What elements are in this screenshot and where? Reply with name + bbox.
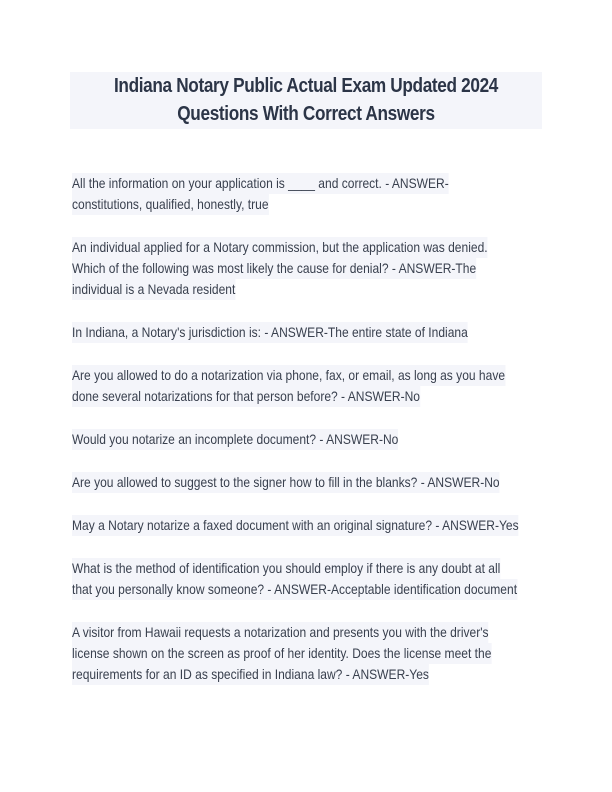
qa-line: In Indiana, a Notary's jurisdiction is: - ANSWER-The entire state of Indiana [72,322,468,343]
qa-line: An individual applied for a Notary commission, but the application was denied. [72,237,488,258]
qa-line: Are you allowed to do a notarization via phone, fax, or email, as long as you have [72,365,505,386]
qa-line: Would you notarize an incomplete document? - ANSWER-No [72,429,398,450]
document-title-line-2: Questions With Correct Answers [177,103,435,125]
qa-line: that you personally know someone? - ANSWER-Acceptable identification document [72,579,517,600]
qa-item [72,365,547,407]
qa-line: All the information on your application is ____ and correct. - ANSWER- [72,173,449,194]
qa-line: May a Notary notarize a faxed document with an original signature? - ANSWER-Yes [72,515,519,536]
qa-item [72,237,547,300]
qa-line: A visitor from Hawaii requests a notarization and presents you with the driver's [72,622,489,643]
qa-line: Which of the following was most likely the cause for denial? - ANSWER-The [72,258,476,279]
qa-item [72,622,547,685]
qa-line: requirements for an ID as specified in Indiana law? - ANSWER-Yes [72,664,429,685]
document-title-line-1: Indiana Notary Public Actual Exam Updated 2024 [113,75,499,97]
qa-line: What is the method of identification you should employ if there is any doubt at all [72,558,500,579]
qa-item [72,558,547,600]
qa-item [72,173,547,215]
qa-item [72,429,547,450]
document-title [70,72,542,129]
qa-line: Are you allowed to suggest to the signer how to fill in the blanks? - ANSWER-No [72,472,500,493]
qa-line: license shown on the screen as proof of her identity. Does the license meet the [72,643,491,664]
qa-item [72,472,547,493]
qa-line: constitutions, qualified, honestly, true [72,194,269,215]
qa-item [72,515,547,536]
qa-item [72,322,547,343]
question-answer-list [72,173,547,707]
qa-line: individual is a Nevada resident [72,279,235,300]
qa-line: done several notarizations for that person before? - ANSWER-No [72,386,420,407]
